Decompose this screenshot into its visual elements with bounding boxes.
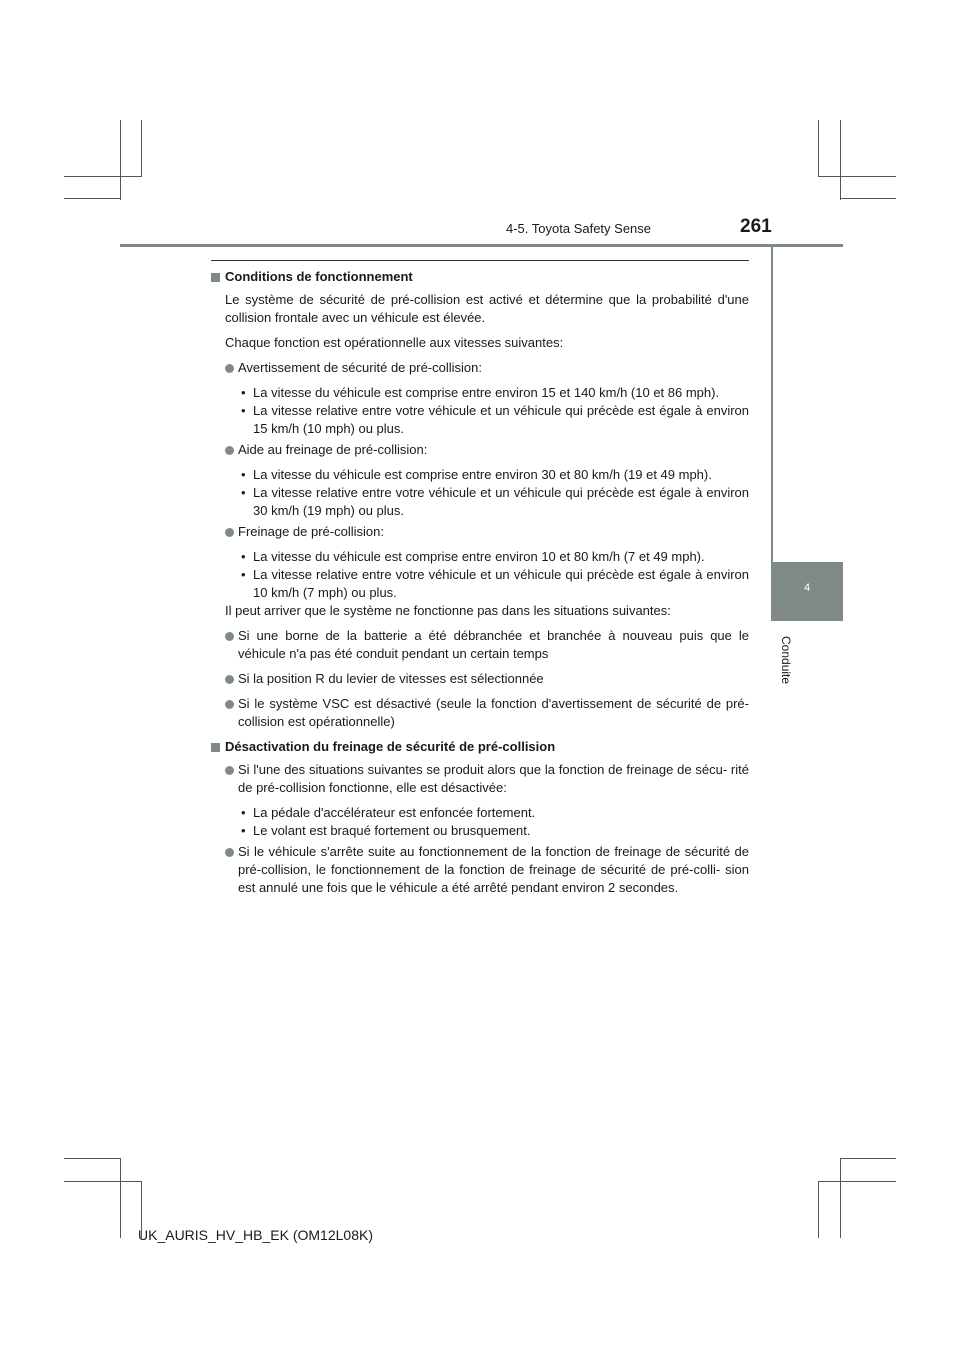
- list-item: [211, 359, 749, 377]
- chapter-number: 4: [803, 582, 811, 594]
- paragraph: Le système de sécurité de pré-collision est activé et détermine que la probabilité d'une collision frontale avec un véhicule est élevée.: [225, 292, 749, 325]
- list-item-text: Si l'une des situations suivantes se produit alors que la fonction de freinage de sécu- rité de pré-collision fonctionne, elle est désactivée:: [238, 762, 749, 795]
- section-heading: [211, 268, 749, 286]
- list-item-text: Si une borne de la batterie a été débranchée et branchée à nouveau puis que le véhicule n'a pas été conduit pendant un certain temps: [238, 628, 749, 661]
- chapter-label: Conduite: [779, 636, 793, 685]
- circle-bullet-icon: [225, 848, 234, 857]
- page-number: 261: [740, 216, 772, 237]
- crop-mark: [64, 176, 142, 177]
- section-title: 4-5. Toyota Safety Sense: [506, 221, 652, 236]
- list-item: [211, 843, 749, 897]
- sub-list: [211, 384, 749, 438]
- circle-bullet-icon: [225, 528, 234, 537]
- sub-list-item: • La vitesse du véhicule est comprise entre environ 30 et 80 km/h (19 et 49 mph).: [241, 467, 712, 482]
- crop-mark: [64, 1181, 142, 1182]
- list-item: [211, 695, 749, 731]
- sub-list-item: • La pédale d'accélérateur est enfoncée fortement.: [241, 805, 536, 820]
- crop-mark: [818, 1181, 896, 1182]
- crop-mark: [818, 120, 819, 176]
- page-content: [211, 266, 749, 904]
- crop-mark: [840, 120, 841, 200]
- sub-list-item: • La vitesse du véhicule est comprise entre environ 10 et 80 km/h (7 et 49 mph).: [241, 549, 705, 564]
- circle-bullet-icon: [225, 700, 234, 709]
- list-item: [211, 761, 749, 797]
- section-heading-text: Conditions de fonctionnement: [225, 269, 413, 284]
- sub-list-item: • La vitesse relative entre votre véhicule et un véhicule qui précède est égale à environ 10 km/h (7 mph) ou plus.: [241, 567, 749, 600]
- sub-list: [211, 804, 749, 840]
- crop-mark: [840, 198, 896, 199]
- sub-list-item: • Le volant est braqué fortement ou brusquement.: [241, 823, 531, 838]
- header-divider: [120, 244, 843, 247]
- sub-list-item: • La vitesse du véhicule est comprise entre environ 15 et 140 km/h (10 et 86 mph).: [241, 385, 720, 400]
- square-bullet-icon: [211, 743, 220, 752]
- sub-list-item: • La vitesse relative entre votre véhicule et un véhicule qui précède est égale à environ 30 km/h (19 mph) ou plus.: [241, 485, 749, 518]
- list-item: [211, 627, 749, 663]
- circle-bullet-icon: [225, 766, 234, 775]
- chapter-tab: [771, 562, 843, 621]
- circle-bullet-icon: [225, 632, 234, 641]
- crop-mark: [141, 120, 142, 176]
- square-bullet-icon: [211, 273, 220, 282]
- list-item: [211, 523, 749, 541]
- sub-list: [211, 548, 749, 602]
- crop-mark: [840, 1158, 896, 1159]
- crop-mark: [818, 1182, 819, 1238]
- list-item-text: Si le véhicule s'arrête suite au fonctionnement de la fonction de freinage de sécurité de pré-collision, le fonctionnement de la fonction de freinage de sécurité de pré-colli- sion est annulé une fois que le véhicule a été arrêté pendant environ 2 secondes.: [238, 844, 749, 895]
- section-heading: [211, 738, 749, 756]
- sub-list: [211, 466, 749, 520]
- list-item: [211, 670, 749, 688]
- circle-bullet-icon: [225, 364, 234, 373]
- circle-bullet-icon: [225, 675, 234, 684]
- sub-list-item: • La vitesse relative entre votre véhicule et un véhicule qui précède est égale à environ 15 km/h (10 mph) ou plus.: [241, 403, 749, 436]
- crop-mark: [64, 1158, 120, 1159]
- list-item-text: Si le système VSC est désactivé (seule la fonction d'avertissement de sécurité de pré-collision est opérationnelle): [238, 696, 749, 729]
- list-item-text: Avertissement de sécurité de pré-collision:: [238, 360, 482, 375]
- crop-mark: [818, 176, 896, 177]
- crop-mark: [840, 1158, 841, 1238]
- crop-mark: [120, 120, 121, 200]
- document-id: UK_AURIS_HV_HB_EK (OM12L08K): [138, 1227, 373, 1243]
- paragraph: Chaque fonction est opérationnelle aux vitesses suivantes:: [225, 335, 564, 350]
- list-item-text: Si la position R du levier de vitesses est sélectionnée: [238, 671, 544, 686]
- list-item-text: Aide au freinage de pré-collision:: [238, 442, 428, 457]
- section-heading-text: Désactivation du freinage de sécurité de pré-collision: [225, 739, 556, 754]
- list-item-text: Freinage de pré-collision:: [238, 524, 384, 539]
- crop-mark: [120, 1158, 121, 1238]
- crop-mark: [64, 198, 120, 199]
- content-divider: [211, 260, 749, 261]
- paragraph: Il peut arriver que le système ne fonctionne pas dans les situations suivantes:: [225, 603, 671, 618]
- circle-bullet-icon: [225, 446, 234, 455]
- list-item: [211, 441, 749, 459]
